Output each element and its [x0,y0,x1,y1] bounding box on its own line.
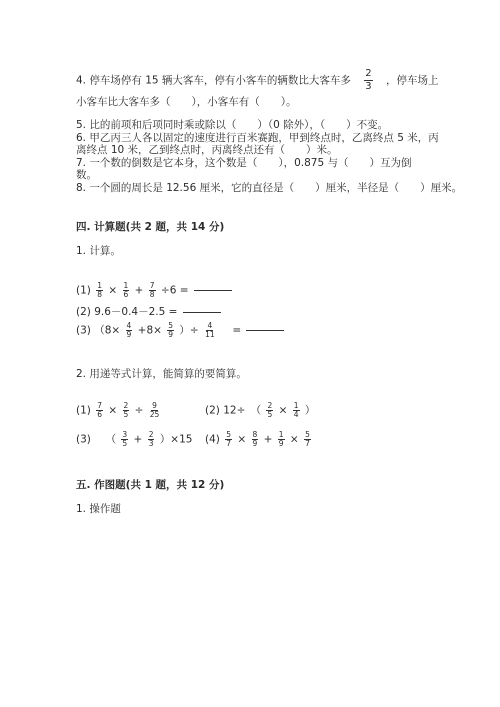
fraction [148,431,155,448]
fraction-denominator: 6 [97,410,102,419]
expression: +8× [137,324,162,337]
fraction [225,431,232,448]
step-calc-item-2 [205,402,315,419]
fraction-numerator: 7 [149,281,155,290]
fraction-numerator: 7 [97,401,102,410]
calc-item-3 [76,322,284,339]
section-4-problem-2-title: 2. 用递等式计算，能简算的要简算。 [76,368,247,380]
fraction-denominator: 5 [123,410,129,419]
fraction-numerator: 1 [293,401,299,410]
fraction-numerator: 5 [168,321,174,330]
fraction-numerator: 5 [226,430,231,439]
fraction-numerator: 2 [148,430,154,439]
operator: × [108,404,118,417]
expression: （ [105,433,117,446]
item-label: (4) [205,433,220,446]
fraction [149,282,156,299]
fraction-denominator: 3 [365,81,372,92]
operator: × [289,433,299,446]
operator: + [263,433,273,446]
fraction-denominator: 8 [149,290,155,299]
step-calc-item-3 [76,431,192,448]
fraction-denominator: 9 [278,439,284,448]
section-4-problem-1-title: 1. 计算。 [76,245,121,257]
question-6-line-1: 6. 甲乙丙三人各以固定的速度进行百米赛跑，甲到终点时，乙离终点 5 米，丙 [76,132,439,144]
fraction-denominator: 9 [126,330,132,339]
fraction-denominator: 6 [123,290,129,299]
item-label: (3) [76,324,91,337]
step-calc-item-4 [205,431,313,448]
fraction-numerator: 3 [122,430,128,439]
fraction [266,402,273,419]
fraction-two-thirds [364,68,372,93]
question-5: 5. 比的前项和后项同时乘或除以（ ）（0 除外），（ ）不变。 [76,119,389,131]
fraction [126,322,133,339]
operator: = [232,324,242,337]
fraction-numerator: 5 [305,430,310,439]
fraction [123,402,130,419]
fraction-numerator: 9 [152,401,157,410]
fraction-denominator: 3 [148,439,154,448]
answer-blank[interactable] [194,290,232,291]
item-label: (2) [76,306,91,318]
expression: 9.6－0.4－2.5 = [94,306,178,318]
fraction-numerator: 1 [123,281,129,290]
fraction-denominator: 9 [252,439,258,448]
fraction [149,402,161,419]
fraction-numerator: 8 [252,430,258,439]
fraction-denominator: 25 [149,410,160,419]
question-4-line-1 [76,68,438,93]
operator: × [278,404,288,417]
question-4-text-a: 4. 停车场停有 15 辆大客车，停有小客车的辆数比大客车多 [76,74,351,87]
fraction-numerator: 1 [97,281,102,290]
item-label: (3) [76,433,91,446]
step-calc-item-1 [76,402,162,419]
fraction [252,431,259,448]
fraction [96,402,103,419]
expression: ）×15 [159,433,193,446]
item-label: (2) [205,404,220,417]
fraction-denominator: 5 [122,439,128,448]
fraction-denominator: 11 [205,330,215,339]
fraction-numerator: 4 [126,321,132,330]
fraction-denominator: 4 [293,410,299,419]
question-8: 8. 一个圆的周长是 12.56 厘米，它的直径是（ ）厘米，半径是（ ）厘米。 [76,182,463,194]
fraction-denominator: 7 [226,439,231,448]
question-4-line-2: 小客车比大客车多（ ），小客车有（ ）。 [76,96,297,108]
fraction [204,322,216,339]
fraction [167,322,174,339]
calc-item-2 [76,305,221,319]
operator: × [108,284,118,297]
fraction [96,282,103,299]
operator: + [133,433,143,446]
fraction-numerator: 1 [278,430,284,439]
section-4-heading: 四. 计算题(共 2 题，共 14 分) [76,221,225,233]
operator: × [237,433,247,446]
question-7-line-2: 数。 [76,169,97,181]
expression: （8× [94,324,121,337]
expression: ） [304,404,316,417]
fraction-denominator: 8 [97,290,102,299]
operator: + [134,284,144,297]
fraction-numerator: 4 [207,321,213,330]
section-5-heading: 五. 作图题(共 1 题，共 12 分) [76,479,225,491]
fraction-denominator: 7 [305,439,310,448]
question-7-line-1: 7. 一个数的倒数是它本身，这个数是（ ），0.875 与（ ）互为倒 [76,157,412,169]
fraction-numerator: 2 [365,68,372,79]
answer-blank[interactable] [183,312,221,313]
calc-item-1 [76,282,232,299]
expression: ）÷ [179,324,199,337]
question-6-line-2: 离终点 10 米，乙到终点时，丙离终点还有（ ）米。 [76,144,338,156]
fraction [304,431,311,448]
fraction [121,431,128,448]
fraction [123,282,130,299]
item-label: (1) [76,284,91,297]
operator: ÷6 = [160,284,189,297]
fraction-denominator: 5 [267,410,273,419]
fraction-numerator: 2 [123,401,129,410]
answer-blank[interactable] [246,330,284,331]
fraction [278,431,285,448]
expression: 12÷ （ [223,404,262,417]
fraction-numerator: 2 [267,401,273,410]
question-4-text-b: ，停车场上 [385,74,439,87]
item-label: (1) [76,404,91,417]
fraction-denominator: 9 [168,330,174,339]
fraction [293,402,300,419]
operator: ÷ [134,404,144,417]
section-5-problem-1-title: 1. 操作题 [76,503,121,515]
